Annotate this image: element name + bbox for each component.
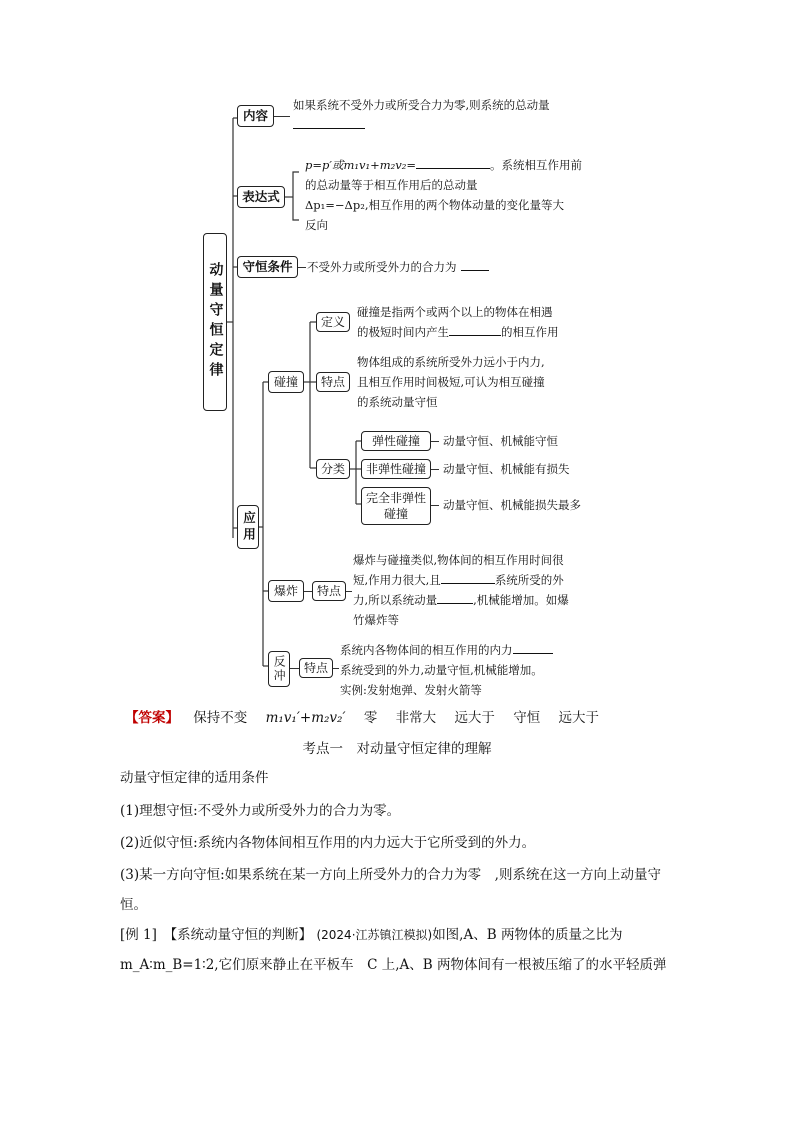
expression-line1a: p=p′或m₁v₁+m₂v₂= bbox=[305, 158, 416, 172]
explosion-blank-1 bbox=[441, 571, 495, 584]
recoil-feature-node: 特点 bbox=[299, 658, 333, 678]
inelastic-text: 动量守恒、机械能有损失 bbox=[443, 462, 570, 476]
application-brace bbox=[259, 380, 271, 670]
expression-node: 表达式 bbox=[237, 186, 285, 208]
collision-feature-line1: 物体组成的系统所受外力远小于内力, bbox=[357, 355, 545, 369]
content-blank bbox=[293, 116, 365, 129]
collision-node: 碰撞 bbox=[268, 371, 304, 393]
elastic-node: 弹性碰撞 bbox=[361, 431, 431, 451]
explosion-blank-2 bbox=[437, 591, 473, 604]
root-brace bbox=[225, 110, 245, 550]
answer-item: m₁v₁′+m₂v₂′ bbox=[265, 710, 346, 726]
condition-blank bbox=[461, 258, 489, 271]
example-prefix: [例 1] 【系统动量守恒的判断】 bbox=[120, 927, 313, 943]
explosion-line3b: ,机械能增加。如爆 bbox=[473, 593, 569, 607]
explosion-line2a: 短,作用力很大,且 bbox=[353, 573, 441, 587]
section-title: 考点一 对动量守恒定律的理解 bbox=[302, 741, 492, 757]
perfectly-inelastic-text: 动量守恒、机械能损失最多 bbox=[443, 498, 581, 512]
answer-line bbox=[125, 706, 599, 726]
example-source: (2024·江苏镇江模拟) bbox=[316, 928, 433, 942]
answer-item: 非常大 bbox=[395, 710, 437, 726]
condition-node: 守恒条件 bbox=[237, 256, 298, 278]
classification-node: 分类 bbox=[316, 459, 350, 479]
definition-line1: 碰撞是指两个或两个以上的物体在相遇 bbox=[357, 305, 553, 319]
recoil-line2: 系统受到的外力,动量守恒,机械能增加。 bbox=[340, 663, 543, 677]
explosion-feature-node: 特点 bbox=[312, 581, 346, 601]
root-node: 动量守恒定律 bbox=[203, 233, 227, 411]
answer-item: 远大于 bbox=[454, 710, 495, 726]
elastic-text: 动量守恒、机械能守恒 bbox=[443, 434, 558, 448]
body-heading: 动量守恒定律的适用条件 bbox=[120, 770, 269, 786]
answer-item: 零 bbox=[363, 710, 378, 726]
recoil-line1: 系统内各物体间的相互作用的内力 bbox=[340, 643, 513, 657]
recoil-blank bbox=[513, 641, 553, 654]
answer-item: 保持不变 bbox=[193, 710, 248, 726]
content-node: 内容 bbox=[237, 105, 274, 127]
body-p3: (3)某一方向守恒:如果系统在某一方向上所受外力的合力为零 ,则系统在这一方向上动量守恒。 bbox=[120, 867, 661, 913]
inelastic-node: 非弹性碰撞 bbox=[361, 459, 431, 479]
example-paragraph bbox=[120, 920, 680, 980]
example-text2: m_A∶m_B=1∶2,它们原来静止在平板车 C 上,A、B 两物体间有一根被压缩了的水平轻质弹 bbox=[120, 957, 667, 973]
condition-text: 不受外力或所受外力的合力为 bbox=[307, 260, 457, 274]
explosion-line3a: 力,所以系统动量 bbox=[353, 593, 438, 607]
definition-node: 定义 bbox=[316, 312, 350, 332]
expression-line2: 的总动量等于相互作用后的总动量 bbox=[305, 178, 478, 192]
application-node: 应用 bbox=[237, 505, 259, 549]
definition-line2b: 的相互作用 bbox=[501, 325, 559, 339]
explosion-line4: 竹爆炸等 bbox=[353, 613, 399, 627]
collision-feature-node: 特点 bbox=[316, 372, 350, 392]
body-p2: (2)近似守恒:系统内各物体间相互作用的内力远大于它所受到的外力。 bbox=[120, 835, 536, 851]
expression-line3: Δp₁=−Δp₂,相互作用的两个物体动量的变化量等大 bbox=[305, 198, 564, 212]
perfectly-inelastic-node: 完全非弹性碰撞 bbox=[361, 487, 431, 525]
expression-line1b: 。系统相互作用前 bbox=[490, 158, 582, 172]
explosion-line2b: 系统所受的外 bbox=[494, 573, 564, 587]
expression-line4: 反向 bbox=[305, 218, 328, 232]
definition-line2a: 的极短时间内产生 bbox=[357, 325, 449, 339]
answer-item: 远大于 bbox=[558, 710, 600, 726]
recoil-node: 反冲 bbox=[268, 651, 290, 687]
example-text1: 如图,A、B 两物体的质量之比为 bbox=[432, 927, 623, 943]
recoil-line3: 实例:发射炮弹、发射火箭等 bbox=[340, 683, 482, 697]
explosion-node: 爆炸 bbox=[268, 580, 304, 602]
explosion-line1: 爆炸与碰撞类似,物体间的相互作用时间很 bbox=[353, 553, 564, 567]
collision-feature-line2: 且相互作用时间极短,可认为相互碰撞 bbox=[357, 375, 545, 389]
answer-tag: 【答案】 bbox=[125, 710, 179, 726]
collision-brace bbox=[304, 318, 320, 478]
body-p1: (1)理想守恒:不受外力或所受外力的合力为零。 bbox=[120, 803, 401, 819]
answer-item: 守恒 bbox=[513, 710, 541, 726]
content-text: 如果系统不受外力或所受合力为零,则系统的总动量 bbox=[293, 98, 550, 112]
expression-brace bbox=[285, 168, 305, 228]
expression-blank bbox=[416, 156, 490, 169]
definition-blank bbox=[449, 323, 501, 336]
collision-feature-line3: 的系统动量守恒 bbox=[357, 395, 438, 409]
